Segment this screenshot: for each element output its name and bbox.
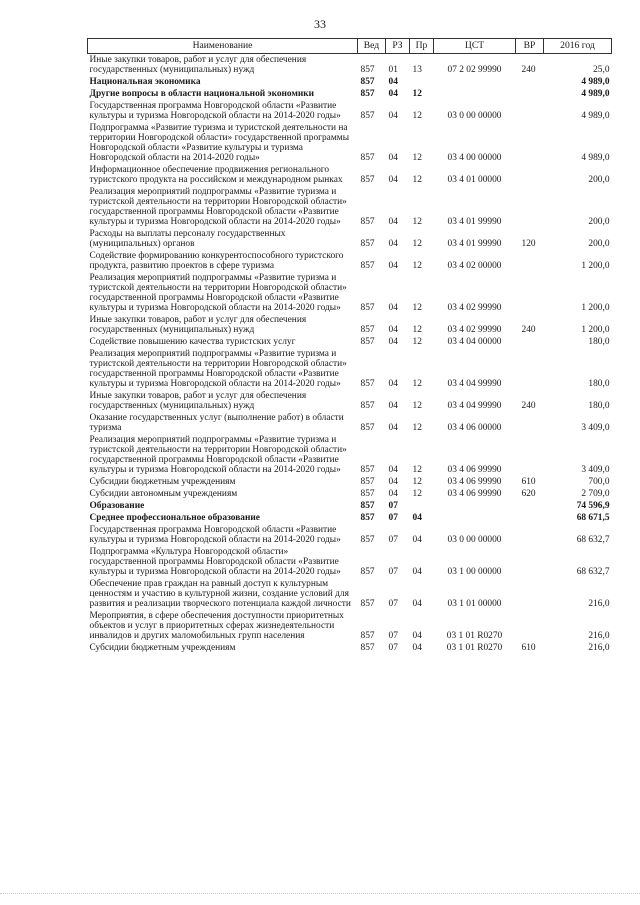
cell-vr	[516, 336, 544, 348]
cell-vr	[516, 412, 544, 434]
cell-sum: 4 989,0	[581, 89, 610, 99]
cell-pr: 12	[412, 325, 422, 335]
cell-vr	[516, 546, 544, 578]
cell-sum: 216,0	[588, 631, 610, 641]
cell-ved: 857	[360, 599, 375, 609]
table-row	[88, 336, 612, 348]
cell-name: Иные закупки товаров, работ и услуг для обеспечения государственных (муниципальных) нужд	[89, 315, 307, 335]
cell-cst: 03 4 01 00000	[447, 175, 502, 185]
cell-name: Расходы на выплаты персоналу государственных (муниципальных) органов	[89, 229, 286, 249]
cell-cst	[434, 76, 516, 88]
cell-vr	[516, 88, 544, 100]
table-row	[88, 412, 612, 434]
table-row	[88, 524, 612, 546]
table-row	[88, 642, 612, 654]
cell-ved: 857	[360, 89, 375, 99]
cell-sum: 74 596,9	[576, 501, 610, 511]
cell-cst: 03 4 04 99990	[447, 401, 502, 411]
cell-pr: 04	[412, 567, 422, 577]
cell-cst: 03 4 00 00000	[447, 153, 502, 163]
cell-pr: 12	[412, 401, 422, 411]
cell-cst: 03 0 00 00000	[447, 111, 502, 121]
table-body	[88, 54, 612, 655]
cell-cst: 03 4 04 00000	[447, 337, 502, 347]
cell-name: Субсидии автономным учреждениям	[89, 489, 238, 499]
cell-rz: 01	[388, 65, 398, 75]
cell-vr: 240	[521, 325, 536, 335]
cell-name: Национальная экономика	[89, 77, 201, 87]
cell-pr: 12	[412, 153, 422, 163]
cell-rz: 04	[388, 239, 398, 249]
scan-artifact-line	[0, 893, 640, 896]
cell-name: Оказание государственных услуг (выполнение работ) в области туризма	[89, 413, 344, 433]
cell-sum: 25,0	[593, 65, 610, 75]
header-sum: 2016 год	[544, 39, 612, 54]
cell-pr: 12	[412, 175, 422, 185]
cell-cst: 03 4 01 99990	[447, 217, 502, 227]
cell-vr: 240	[521, 401, 536, 411]
cell-sum: 200,0	[588, 217, 610, 227]
cell-ved: 857	[360, 535, 375, 545]
cell-name: Реализация мероприятий подпрограммы «Развитие туризма и туристской деятельности на территории Новгородской области» государственной программы Новгородской области «Развитие культуры и туризма Новгородской области на 2014-2020 годы»	[89, 187, 347, 227]
table-row	[88, 314, 612, 336]
cell-ved: 857	[360, 217, 375, 227]
table-row	[88, 488, 612, 500]
cell-sum: 2 709,0	[581, 489, 610, 499]
cell-sum: 1 200,0	[581, 261, 610, 271]
cell-sum: 3 409,0	[581, 465, 610, 475]
cell-vr: 610	[521, 643, 536, 653]
cell-pr: 12	[412, 489, 422, 499]
cell-cst: 07 2 02 99990	[447, 65, 502, 75]
cell-vr	[516, 512, 544, 524]
cell-cst: 03 1 01 R0270	[446, 643, 503, 653]
cell-vr	[516, 610, 544, 642]
cell-pr: 12	[412, 337, 422, 347]
cell-sum: 68 671,5	[576, 513, 610, 523]
cell-sum: 180,0	[588, 379, 610, 389]
cell-pr	[410, 500, 434, 512]
cell-cst: 03 4 02 99990	[447, 325, 502, 335]
cell-ved: 857	[360, 111, 375, 121]
cell-rz: 04	[388, 379, 398, 389]
cell-pr: 13	[412, 65, 422, 75]
table-row	[88, 348, 612, 390]
cell-ved: 857	[360, 489, 375, 499]
cell-cst: 03 4 01 99990	[447, 239, 502, 249]
cell-cst: 03 1 00 00000	[447, 567, 502, 577]
cell-vr	[516, 500, 544, 512]
cell-sum: 200,0	[588, 175, 610, 185]
cell-rz: 04	[388, 423, 398, 433]
cell-rz: 04	[388, 325, 398, 335]
cell-sum: 180,0	[588, 401, 610, 411]
cell-rz: 04	[388, 175, 398, 185]
cell-rz: 07	[388, 567, 398, 577]
cell-cst: 03 4 06 99990	[447, 477, 502, 487]
cell-ved: 857	[360, 261, 375, 271]
header-vr: ВР	[516, 39, 544, 54]
cell-vr	[516, 122, 544, 164]
cell-vr	[516, 434, 544, 476]
cell-name: Среднее профессиональное образование	[89, 513, 260, 523]
cell-name: Иные закупки товаров, работ и услуг для обеспечения государственных (муниципальных) нужд	[89, 391, 307, 411]
cell-ved: 857	[360, 153, 375, 163]
cell-name: Подпрограмма «Развитие туризма и туристской деятельности на территории Новгородской области» государственной программы Новгородской области «Развитие культуры и туризма Новгородской области на 2014-2020 годы»	[89, 123, 349, 163]
cell-sum: 700,0	[588, 477, 610, 487]
cell-ved: 857	[360, 65, 375, 75]
table-row	[88, 250, 612, 272]
cell-cst	[434, 500, 516, 512]
cell-sum: 1 200,0	[581, 325, 610, 335]
cell-sum: 200,0	[588, 239, 610, 249]
cell-vr	[516, 76, 544, 88]
table-row	[88, 578, 612, 610]
cell-pr: 04	[412, 643, 422, 653]
cell-rz: 04	[388, 337, 398, 347]
cell-sum: 4 989,0	[581, 153, 610, 163]
cell-ved: 857	[360, 501, 375, 511]
cell-name: Другие вопросы в области национальной экономики	[89, 89, 315, 99]
cell-name: Реализация мероприятий подпрограммы «Развитие туризма и туристской деятельности на территории Новгородской области» государственной программы Новгородской области «Развитие культуры и туризма Новгородской области на 2014-2020 годы»	[89, 349, 347, 389]
cell-rz: 04	[388, 217, 398, 227]
cell-ved: 857	[360, 567, 375, 577]
cell-pr: 12	[412, 477, 422, 487]
cell-rz: 04	[388, 77, 398, 87]
cell-ved: 857	[360, 303, 375, 313]
cell-vr: 120	[521, 239, 536, 249]
header-cst: ЦСТ	[434, 39, 516, 54]
cell-name: Государственная программа Новгородской области «Развитие культуры и туризма Новгородской области на 2014-2020 годы»	[89, 525, 341, 545]
budget-table	[87, 38, 612, 654]
cell-rz: 07	[388, 599, 398, 609]
cell-rz: 04	[388, 477, 398, 487]
cell-cst: 03 1 01 00000	[447, 599, 502, 609]
cell-rz: 04	[388, 401, 398, 411]
cell-name: Содействие повышению качества туристских услуг	[89, 337, 296, 347]
table-row	[88, 390, 612, 412]
cell-pr: 04	[412, 631, 422, 641]
cell-cst: 03 4 06 99990	[447, 465, 502, 475]
table-row	[88, 500, 612, 512]
cell-ved: 857	[360, 77, 375, 87]
cell-vr	[516, 250, 544, 272]
cell-rz: 07	[388, 535, 398, 545]
cell-sum: 216,0	[588, 599, 610, 609]
cell-rz: 07	[388, 631, 398, 641]
table-row	[88, 434, 612, 476]
cell-name: Содействие формированию конкурентоспособного туристского продукта, развитию проектов в сфере туризма	[89, 251, 344, 271]
table-row	[88, 54, 612, 77]
cell-ved: 857	[360, 477, 375, 487]
cell-rz: 04	[388, 153, 398, 163]
header-pr: Пр	[410, 39, 434, 54]
cell-rz: 07	[388, 643, 398, 653]
cell-pr: 12	[412, 423, 422, 433]
cell-ved: 857	[360, 337, 375, 347]
cell-name: Иные закупки товаров, работ и услуг для обеспечения государственных (муниципальных) нужд	[89, 55, 307, 75]
table-row	[88, 228, 612, 250]
cell-name: Государственная программа Новгородской области «Развитие культуры и туризма Новгородской области на 2014-2020 годы»	[89, 101, 341, 121]
cell-vr	[516, 348, 544, 390]
cell-name: Подпрограмма «Культура Новгородской области» государственной программы Новгородской области «Развитие культуры и туризма Новгородской области на 2014-2020 годы»	[89, 547, 341, 577]
table-row	[88, 100, 612, 122]
cell-sum: 1 200,0	[581, 303, 610, 313]
table-row	[88, 610, 612, 642]
cell-ved: 857	[360, 175, 375, 185]
cell-pr: 12	[412, 89, 422, 99]
cell-name: Субсидии бюджетным учреждениям	[89, 643, 236, 653]
cell-vr	[516, 578, 544, 610]
cell-vr: 620	[521, 489, 536, 499]
cell-pr: 04	[412, 513, 422, 523]
cell-cst: 03 0 00 00000	[447, 535, 502, 545]
cell-pr: 12	[412, 239, 422, 249]
cell-vr: 240	[521, 65, 536, 75]
cell-pr: 04	[412, 535, 422, 545]
cell-rz: 07	[388, 513, 398, 523]
cell-sum: 68 632,7	[576, 535, 610, 545]
cell-vr	[516, 524, 544, 546]
cell-cst: 03 4 06 00000	[447, 423, 502, 433]
cell-ved: 857	[360, 401, 375, 411]
table-row	[88, 272, 612, 314]
cell-vr: 610	[521, 477, 536, 487]
cell-pr: 12	[412, 111, 422, 121]
cell-cst	[434, 88, 516, 100]
cell-name: Информационное обеспечение продвижения регионального туристского продукта на российском и международном рынках	[89, 165, 343, 185]
cell-ved: 857	[360, 643, 375, 653]
table-row	[88, 88, 612, 100]
cell-pr: 12	[412, 217, 422, 227]
cell-sum: 180,0	[588, 337, 610, 347]
table-row	[88, 186, 612, 228]
cell-sum: 4 989,0	[581, 111, 610, 121]
cell-pr	[410, 76, 434, 88]
cell-ved: 857	[360, 239, 375, 249]
cell-pr: 04	[412, 599, 422, 609]
cell-vr	[516, 272, 544, 314]
table-row	[88, 164, 612, 186]
cell-cst: 03 1 01 R0270	[446, 631, 503, 641]
cell-sum: 68 632,7	[576, 567, 610, 577]
cell-ved: 857	[360, 631, 375, 641]
cell-cst	[434, 512, 516, 524]
table-row	[88, 122, 612, 164]
cell-pr: 12	[412, 303, 422, 313]
cell-name: Мероприятия, в сфере обеспечения доступности приоритетных объектов и услуг в приоритетных сферах жизнедеятельности инвалидов и других маломобильных групп населения	[89, 611, 344, 641]
cell-ved: 857	[360, 513, 375, 523]
cell-ved: 857	[360, 465, 375, 475]
cell-cst: 03 4 06 99990	[447, 489, 502, 499]
page-number: 33	[314, 17, 326, 31]
cell-name: Реализация мероприятий подпрограммы «Развитие туризма и туристской деятельности на территории Новгородской области» государственной программы Новгородской области «Развитие культуры и туризма Новгородской области на 2014-2020 годы»	[89, 273, 347, 313]
table-row	[88, 76, 612, 88]
cell-vr	[516, 100, 544, 122]
cell-rz: 04	[388, 465, 398, 475]
cell-rz: 04	[388, 489, 398, 499]
table-row	[88, 546, 612, 578]
cell-sum: 216,0	[588, 643, 610, 653]
cell-sum: 3 409,0	[581, 423, 610, 433]
cell-name: Субсидии бюджетным учреждениям	[89, 477, 236, 487]
cell-name: Образование	[89, 501, 145, 511]
cell-vr	[516, 164, 544, 186]
cell-ved: 857	[360, 423, 375, 433]
cell-pr: 12	[412, 465, 422, 475]
cell-ved: 857	[360, 379, 375, 389]
cell-rz: 04	[388, 89, 398, 99]
header-ved: Вед	[358, 39, 386, 54]
cell-cst: 03 4 02 00000	[447, 261, 502, 271]
cell-cst: 03 4 04 99990	[447, 379, 502, 389]
cell-rz: 04	[388, 111, 398, 121]
cell-rz: 04	[388, 261, 398, 271]
table-header-row	[88, 39, 612, 54]
cell-name: Обеспечение прав граждан на равный доступ к культурным ценностям и участию в культурной жизни, создание условий для развития и реализации творческого потенциала каждой личности	[89, 579, 351, 609]
cell-cst: 03 4 02 99990	[447, 303, 502, 313]
cell-name: Реализация мероприятий подпрограммы «Развитие туризма и туристской деятельности на территории Новгородской области» государственной программы Новгородской области «Развитие культуры и туризма Новгородской области на 2014-2020 годы»	[89, 435, 347, 475]
cell-pr: 12	[412, 379, 422, 389]
cell-rz: 07	[388, 501, 398, 511]
table-row	[88, 476, 612, 488]
cell-pr: 12	[412, 261, 422, 271]
cell-vr	[516, 186, 544, 228]
table-row	[88, 512, 612, 524]
header-rz: РЗ	[386, 39, 410, 54]
cell-sum: 4 989,0	[581, 77, 610, 87]
header-name: Наименование	[88, 39, 358, 54]
cell-rz: 04	[388, 303, 398, 313]
cell-ved: 857	[360, 325, 375, 335]
